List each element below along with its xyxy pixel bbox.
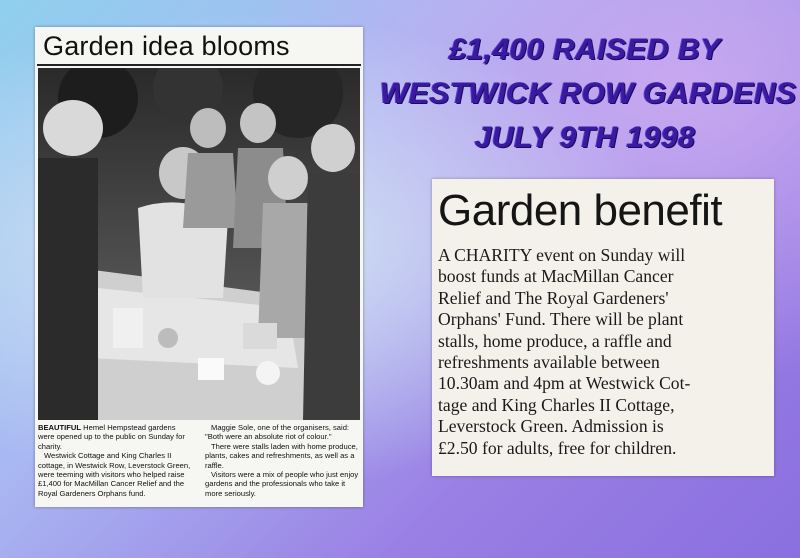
clipping-headline: Garden benefit — [438, 186, 723, 235]
caption-paragraph — [38, 423, 192, 451]
newspaper-clipping-garden-idea-blooms — [35, 27, 363, 507]
body-line: Relief and The Royal Gardeners' — [438, 287, 669, 308]
headline-rule — [37, 64, 361, 66]
garden-stall-photo — [38, 68, 360, 420]
clipping-body — [438, 245, 770, 459]
body-line: boost funds at MacMillan Cancer — [438, 266, 674, 287]
body-line: stalls, home produce, a raffle and — [438, 330, 672, 351]
caption-paragraph: Maggie Sole, one of the organisers, said: "Both were an absolute riot of colour." — [205, 423, 350, 442]
body-line: refreshments available between — [438, 352, 660, 373]
clipping-headline: Garden idea blooms — [43, 31, 290, 61]
caption-paragraph: Visitors were a mix of people who just enjoy gardens and the professionals who take it more seriously. — [205, 470, 359, 498]
caption-text: Hemel Hempstead gardens were opened up to the public on Sunday for charity. — [38, 423, 185, 451]
caption-paragraph: There were stalls laden with home produce, plants, cakes and refreshments, as well as a raffle. — [205, 441, 358, 470]
caption-column-right — [205, 423, 360, 498]
body-line: Orphans' Fund. There will be plant — [438, 309, 684, 330]
caption-paragraph: Westwick Cottage and King Charles II cottage, in Westwick Row, Leverstock Green, were teeming with visitors who helped raise £1,400 for MacMillan Cancer Relief and the Royal Gardeners Orphans fund. — [38, 451, 191, 498]
page-title — [380, 28, 797, 160]
newspaper-clipping-garden-benefit — [432, 179, 774, 476]
title-line-1: £1,400 RAISED BY — [449, 33, 721, 66]
body-line: Leverstock Green. Admission is — [438, 416, 664, 437]
body-line: £2.50 for adults, free for children. — [438, 437, 677, 458]
body-line: tage and King Charles II Cottage, — [438, 394, 675, 415]
photo-illustration — [38, 68, 360, 420]
title-line-3: JULY 9TH 1998 — [474, 121, 696, 154]
body-line: 10.30am and 4pm at Westwick Cot- — [438, 373, 691, 394]
body-line: A CHARITY event on Sunday will — [438, 245, 686, 265]
title-line-2: WESTWICK ROW GARDENS — [380, 77, 797, 110]
caption-column-left — [38, 423, 192, 498]
caption-lead: BEAUTIFUL — [38, 423, 82, 432]
